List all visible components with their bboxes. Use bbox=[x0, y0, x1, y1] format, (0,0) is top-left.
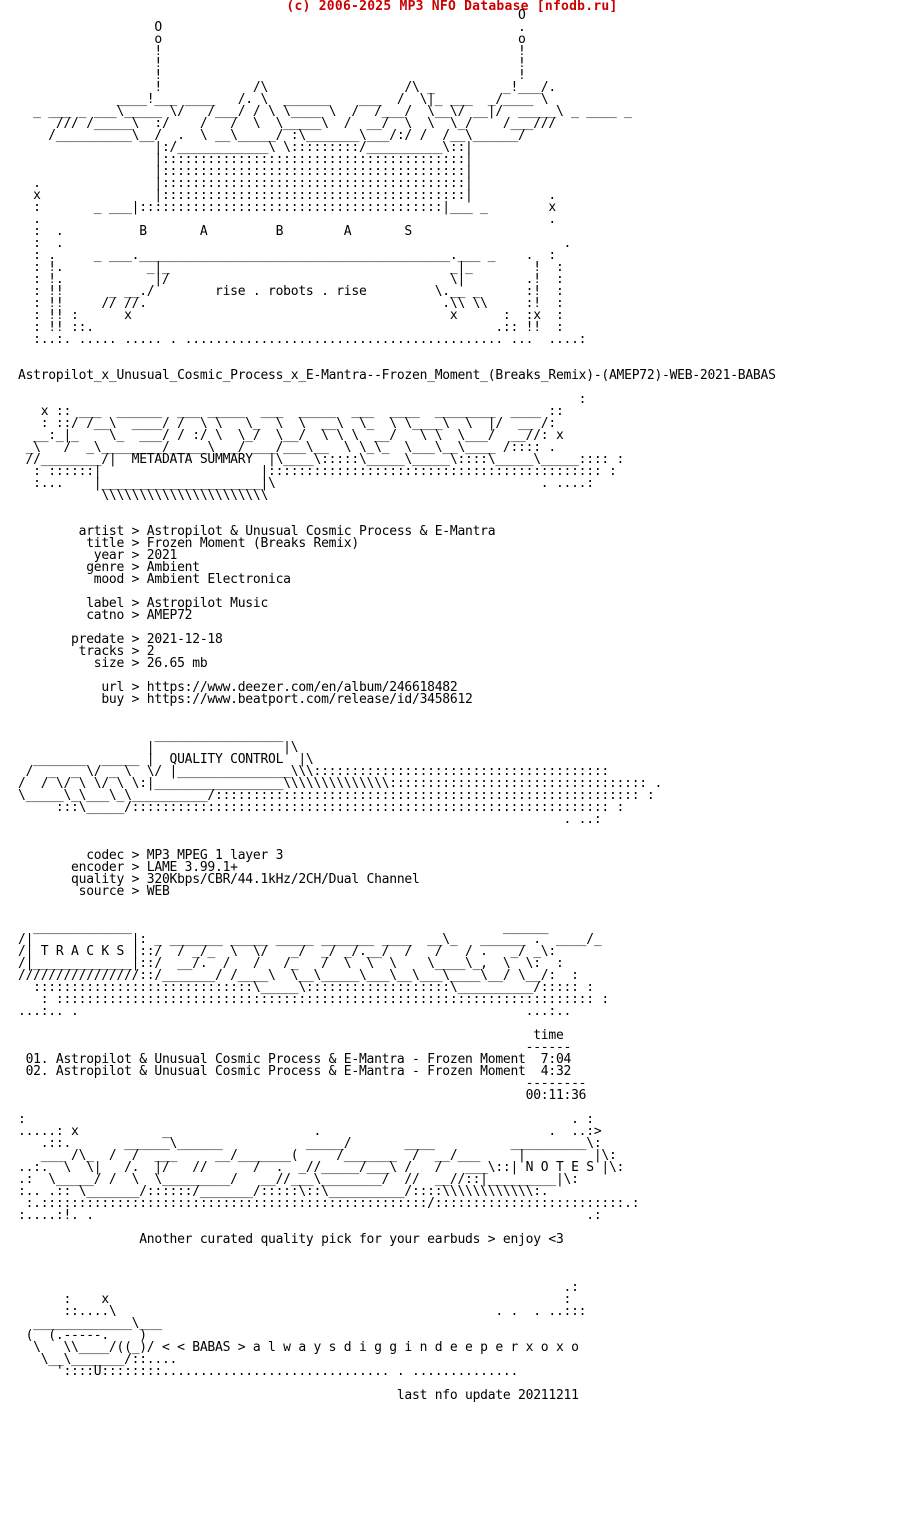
copyright-header: (c) 2006-2025 MP3 NFO Database [nfodb.ru] bbox=[286, 0, 618, 14]
nfo-text: O O . o o ! ! ! ! ! ! ! /\ /\ _ _!___/. ____!___ ____ /. \ ______ ___ / \|_ ___ _/____ \ _ ___ _ ___\_____ \/ /___/ / \ \____ \ / /___/ \__\/ __|/ _____\ _ ____ _ /// /_____\ :/ / / \ \_____\ / __/ \ \ \_/ /___/// /__________\__/ . \ __\_____/ :\_______\___/:/ / /__\______/ |:/____________\ \:::::::::/__________\::| |::::::::::::::::::::::::::::::::::::::::| |::::::::::::::::::::::::::::::::::::::::| . |::::::::::::::::::::::::::::::::::::::::| x |::::::::::::::::::::::::::::::::::::::::| . : _ ___|::::::::::::::::::::::::::::::::::::::::|___ _ x . . : . B A B A S : . . : . _ ___._________________________________________.___ _ . : : !. _|_ _|_ ! : : !. |/ \| .! : : !! _ __./ rise . robots . rise \.__ _ :! : : !! // //. .\\ \\ :! : : !! : x x : :x : : !! ::. .:: !! : :..:. ..... ..... . .......................................... ... ....: Astropilot_x_Unusual_Cosmic_Process_x_E-Mantra--Frozen_Moment_(Breaks_Remix)-(AMEP72)-WEB-2021-BABAS : x :: ___ ______ ___ _____ ___ _____ ___ ____ ________ ____ :: : ::/ /__\ ____/ / \ \ \_ \ \ __\ \_ \ \____\ \ |/ __ /: __:_|_ \_ ___/ / :/ \ \_/ \__/ \ \ \ __/ \ \ \___/ __//: x _\ / _\________/_____\ _/ ___/___\__ \ \_\_ \___\__\____ /:::: . //________/| METADATA SUMMARY |\____\:::::\_____\_____\::::\_____\_____:::: : : ::::::| |:::::::::::::::::::::::::::::::::::::::::::: : :... |_____________________|\ . ....: \\\\\\\\\\\\\\\\\\\\\\ artist > Astropilot & Unusual Cosmic Process & E-Mantra title > Frozen Moment (Breaks Remix) year > 2021 genre > Ambient mood > Ambient Electronica label > Astropilot Music catno > AMEP72 predate > 2021-12-18 tracks > 2 size > 26.65 mb url > https://www.deezer.com/en/album/246618482 buy > https://www.beatport.com/release/id/3458612 _________________ | |\ _______ _____ | QUALITY CONTROL |\ / _ _ \/ _ \ \/ |_______________\\\::::::::::::::::::::::::::::::::::::::: / / \/ \ \/ \ \:|_________________\\\\\\\\\\\\\\:::::::::::::::::::::::::::::::::: . \_____\_\___\_\__________/:::::::::::::::::::::::::::::::::::::::::::::::::::::::: : :::\_____/::::::::::::::::::::::::::::::::::::::::::::::::::::::::::::::: : . ..: codec > MP3 MPEG 1 layer 3 encoder > LAME 3.99.1+ quality > 320Kbps/CBR/44.1kHz/2CH/Dual Channel source > WEB _____________ ______ /| |: _ _______ _____ _____ _______ ____ __\_ ______ . ____/_ /| T R A C K S |::/ / _/_ \ \/ _/ _/ _/.__/ / / / . _/ _\: /|_____________|::/ __/. / / /_ / \ \ \ \____\_, \ \: : ////////////////::/_______/ /____\ \__\_____\___\__\___\____\__/ \__/: : :::::::::::::::::::::::::::::\_____\:::::::::::::::::::\__________/::::: : : ::::::::::::::::::::::::::::::::::::::::::::::::::::::::::::::::::::::: : ...:.. . ...:.. time ------ 01. Astropilot & Unusual Cosmic Process & E-Mantra - Frozen Moment 7:04 02. Astropilot & Unusual Cosmic Process & E-Mantra - Frozen Moment 4:32 -------- 00:11:36 : . : .....: x _ . . ..:> .::. ______\______ _____/ ____ __________\: ___ /\_ / / ___ __/_______( /_______ / __/___ | |\: ..:. \ \| /. |/ // / . _//_____/___\ / / ___\::| N O T E S |\: .: \_____/ / \ \_________/ __//___\________/ // __//::|_________|\: :.. .:: \_______/::::::/_______/:::::\::\__________/::::\\\\\\\\\\\\:. :.:::::::::::::::::::::::::::::::::::::::::::::::::::/:::::::::::::::::::::::::.: :....:!. . .: Another curated quality pick for your earbuds > enjoy <3 .: : x : ::....\ . . . ..::: _____________\___ ( (.-----. ) \ \\____/((_)/ < < BABAS > a l w a y s d i g g i n d e e p e r x o x o \__\_______/::.... '::::U::::::::.............................. . .............. last nfo update 20211211 bbox=[18, 8, 776, 1403]
